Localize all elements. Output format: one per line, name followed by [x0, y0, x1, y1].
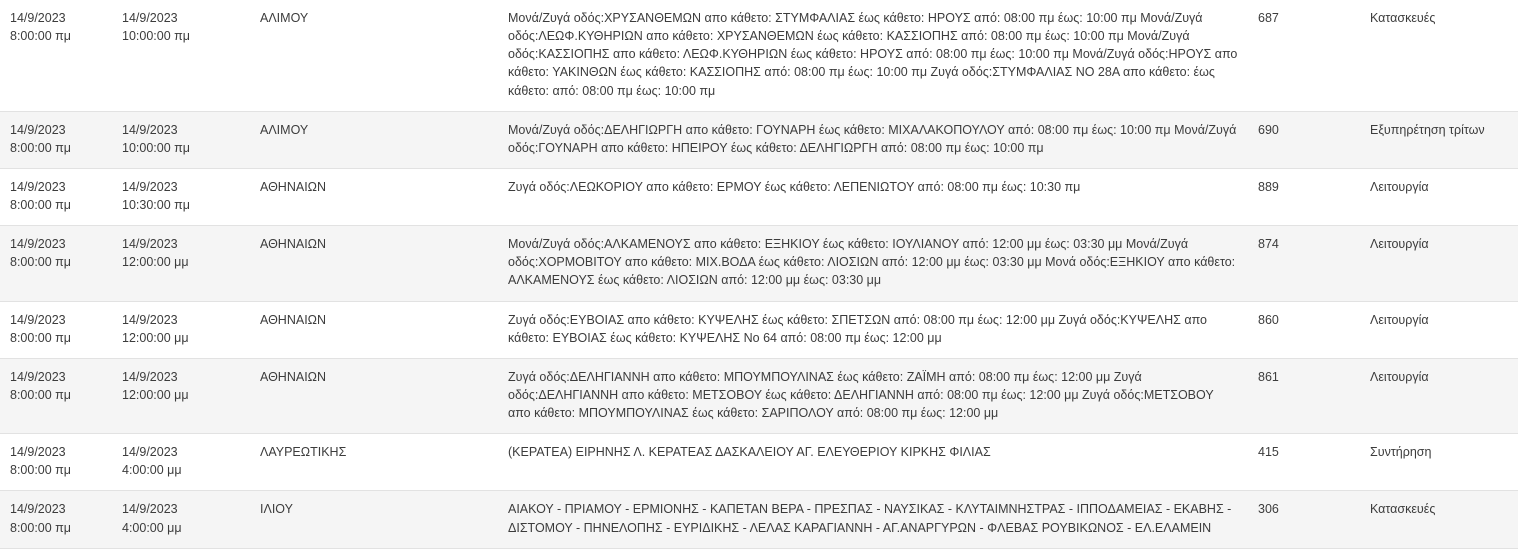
table-row — [0, 111, 1518, 168]
to-time: 10:30:00 πμ — [122, 198, 190, 212]
from-time: 8:00:00 πμ — [10, 140, 72, 155]
cell-area: ΑΛΙΜΟΥ — [260, 122, 309, 137]
cell-number: 415 — [1258, 445, 1279, 460]
from-date: 14/9/2023 — [10, 122, 66, 137]
cell-description: Ζυγά οδός:ΕΥΒΟΙΑΣ απο κάθετο: ΚΥΨΕΛΗΣ έως κάθετο: ΣΠΕΤΣΩΝ από: 08:00 πμ έως: 12:00 μμ Ζυγά οδός:ΚΥΨΕΛΗΣ απο κάθετο: ΕΥΒΟΙΑΣ έως κάθετο: ΚΥΨΕΛΗΣ Νο 64 από: 08:00 πμ έως: 12:00 μμ — [508, 312, 1207, 345]
cell-from-datetime — [0, 358, 112, 433]
cell-area: ΑΘΗΝΑΙΩΝ — [260, 179, 327, 194]
cell-number: 861 — [1258, 369, 1279, 384]
cell-from-datetime — [0, 226, 112, 301]
cell-to-datetime — [112, 111, 250, 168]
table-row — [0, 168, 1518, 225]
cell-from-datetime — [0, 434, 112, 491]
cell-description: (ΚΕΡΑΤΕΑ) ΕΙΡΗΝΗΣ Λ. ΚΕΡΑΤΕΑΣ ΔΑΣΚΑΛΕΙΟΥ ΑΓ. ΕΛΕΥΘΕΡΙΟΥ ΚΙΡΚΗΣ ΦΙΛΙΑΣ — [508, 445, 991, 460]
cell-reason: Εξυπηρέτηση τρίτων — [1370, 122, 1485, 137]
cell-area: ΑΘΗΝΑΙΩΝ — [260, 369, 327, 384]
cell-to-datetime — [112, 358, 250, 433]
to-date: 14/9/2023 — [122, 237, 178, 252]
from-date: 14/9/2023 — [10, 11, 66, 25]
cell-to-datetime — [112, 168, 250, 225]
to-date: 14/9/2023 — [122, 369, 178, 384]
to-date: 14/9/2023 — [122, 179, 178, 194]
cell-reason: Λειτουργία — [1370, 369, 1429, 384]
cell-from-datetime — [0, 491, 112, 548]
cell-reason: Λειτουργία — [1370, 179, 1429, 194]
cell-description: Μονά/Ζυγά οδός:ΧΡΥΣΑΝΘΕΜΩΝ απο κάθετο: ΣΤΥΜΦΑΛΙΑΣ έως κάθετο: ΗΡΟΥΣ από: 08:00 πμ έως: 10:00 πμ Μονά/Ζυγά οδός:ΛΕΩΦ.ΚΥΘΗΡΙΩΝ απο κάθετο: ΧΡΥΣΑΝΘΕΜΩΝ έως κάθετο: ΚΑΣΣΙΟΠΗΣ από: 08:00 πμ έως: 10:00 πμ Μονά/Ζυγά οδός:ΚΑΣΣΙΟΠΗΣ απο κάθετο: ΛΕΩΦ.ΚΥΘΗΡΙΩΝ έως κάθετο: ΗΡΟΥΣ από: 08:00 πμ έως: 10:00 πμ Μονά/Ζυγά οδός:ΗΡΟΥΣ απο κάθετο: ΥΑΚΙΝΘΩΝ έως κάθετο: ΚΑΣΣΙΟΠΗΣ από: 08:00 πμ έως: 10:00 πμ Ζυγά οδός:ΣΤΥΜΦΑΛΙΑΣ ΝΟ 28Α απο κάθετο: έως κάθετο: από: 08:00 πμ έως: 10:00 πμ — [508, 11, 1238, 98]
from-date: 14/9/2023 — [10, 237, 66, 252]
to-date: 14/9/2023 — [122, 122, 178, 137]
cell-area: ΙΛΙΟΥ — [260, 502, 293, 517]
table-row — [0, 301, 1518, 358]
cell-to-datetime — [112, 301, 250, 358]
from-date: 14/9/2023 — [10, 312, 66, 327]
to-date: 14/9/2023 — [122, 445, 178, 460]
cell-to-datetime — [112, 491, 250, 548]
table-row — [0, 358, 1518, 433]
cell-number: 860 — [1258, 312, 1279, 327]
from-date: 14/9/2023 — [10, 179, 66, 194]
from-date: 14/9/2023 — [10, 369, 66, 384]
to-time: 4:00:00 μμ — [122, 463, 182, 478]
to-date: 14/9/2023 — [122, 11, 178, 25]
from-time: 8:00:00 πμ — [10, 29, 72, 44]
to-time: 10:00:00 πμ — [122, 29, 190, 44]
cell-description: Ζυγά οδός:ΛΕΩΚΟΡΙΟΥ απο κάθετο: ΕΡΜΟΥ έως κάθετο: ΛΕΠΕΝΙΩΤΟΥ από: 08:00 πμ έως: 10:30 πμ — [508, 179, 1081, 194]
cell-description: ΑΙΑΚΟΥ - ΠΡΙΑΜΟΥ - ΕΡΜΙΟΝΗΣ - ΚΑΠΕΤΑΝ ΒΕΡΑ - ΠΡΕΣΠΑΣ - ΝΑΥΣΙΚΑΣ - ΚΛΥΤΑΙΜΝΗΣΤΡΑΣ - ΙΠΠΟΔΑΜΕΙΑΣ - ΕΚΑΒΗΣ - ΔΙΣΤΟΜΟΥ - ΠΗΝΕΛΟΠΗΣ - ΕΥΡΙΔΙΚΗΣ - ΛΕΛΑΣ ΚΑΡΑΓΙΑΝΝΗ - ΑΓ.ΑΝΑΡΓΥΡΩΝ - ΦΛΕΒΑΣ ΡΟΥΒΙΚΩΝΟΣ - ΕΛ.ΕΛΑΜΕΙΝ — [508, 502, 1232, 535]
cell-number: 874 — [1258, 237, 1279, 252]
to-date: 14/9/2023 — [122, 502, 178, 517]
cell-area: ΑΘΗΝΑΙΩΝ — [260, 237, 327, 252]
cell-reason: Κατασκευές — [1370, 502, 1436, 517]
cell-from-datetime — [0, 111, 112, 168]
cell-number: 690 — [1258, 122, 1279, 137]
table-row — [0, 434, 1518, 491]
cell-reason: Κατασκευές — [1370, 11, 1436, 25]
cell-area: ΛΑΥΡΕΩΤΙΚΗΣ — [260, 445, 347, 460]
cell-to-datetime — [112, 0, 250, 111]
cell-to-datetime — [112, 434, 250, 491]
to-time: 12:00:00 μμ — [122, 330, 189, 345]
to-time: 10:00:00 πμ — [122, 140, 190, 155]
cell-reason: Λειτουργία — [1370, 312, 1429, 327]
to-time: 12:00:00 μμ — [122, 387, 189, 402]
from-time: 8:00:00 πμ — [10, 330, 72, 345]
cell-description: Ζυγά οδός:ΔΕΛΗΓΙΑΝΝΗ απο κάθετο: ΜΠΟΥΜΠΟΥΛΙΝΑΣ έως κάθετο: ΖΑΪΜΗ από: 08:00 πμ έως: 12:00 μμ Ζυγά οδός:ΔΕΛΗΓΙΑΝΝΗ απο κάθετο: ΜΕΤΣΟΒΟΥ έως κάθετο: ΔΕΛΗΓΙΑΝΝΗ από: 08:00 πμ έως: 12:00 μμ Ζυγά οδός:ΜΕΤΣΟΒΟΥ απο κάθετο: ΜΠΟΥΜΠΟΥΛΙΝΑΣ έως κάθετο: ΣΑΡΙΠΟΛΟΥ από: 08:00 πμ έως: 12:00 μμ — [508, 369, 1214, 420]
table-row — [0, 491, 1518, 548]
cell-from-datetime — [0, 168, 112, 225]
table-row — [0, 0, 1518, 111]
from-time: 8:00:00 πμ — [10, 255, 72, 270]
cell-area: ΑΛΙΜΟΥ — [260, 11, 309, 25]
from-date: 14/9/2023 — [10, 502, 66, 517]
to-time: 4:00:00 μμ — [122, 520, 182, 535]
cell-from-datetime — [0, 301, 112, 358]
from-time: 8:00:00 πμ — [10, 387, 72, 402]
cell-to-datetime — [112, 226, 250, 301]
to-date: 14/9/2023 — [122, 312, 178, 327]
cell-area: ΑΘΗΝΑΙΩΝ — [260, 312, 327, 327]
cell-from-datetime — [0, 0, 112, 111]
cell-reason: Λειτουργία — [1370, 237, 1429, 252]
from-time: 8:00:00 πμ — [10, 520, 72, 535]
cell-number: 306 — [1258, 502, 1279, 517]
from-time: 8:00:00 πμ — [10, 463, 72, 478]
cell-number: 889 — [1258, 179, 1279, 194]
cell-reason: Συντήρηση — [1370, 445, 1432, 460]
from-time: 8:00:00 πμ — [10, 198, 72, 212]
cell-description: Μονά/Ζυγά οδός:ΔΕΛΗΓΙΩΡΓΗ απο κάθετο: ΓΟΥΝΑΡΗ έως κάθετο: ΜΙΧΑΛΑΚΟΠΟΥΛΟΥ από: 08:00 πμ έως: 10:00 πμ Μονά/Ζυγά οδός:ΓΟΥΝΑΡΗ απο κάθετο: ΗΠΕΙΡΟΥ έως κάθετο: ΔΕΛΗΓΙΩΡΓΗ από: 08:00 πμ έως: 10:00 πμ — [508, 122, 1237, 155]
cell-number: 687 — [1258, 11, 1279, 25]
from-date: 14/9/2023 — [10, 445, 66, 460]
table-row — [0, 226, 1518, 301]
cell-description: Μονά/Ζυγά οδός:ΑΛΚΑΜΕΝΟΥΣ απο κάθετο: ΕΞΗΚΙΟΥ έως κάθετο: ΙΟΥΛΙΑΝΟΥ από: 12:00 μμ έως: 03:30 μμ Μονά/Ζυγά οδός:ΧΟΡΜΟΒΙΤΟΥ απο κάθετο: ΜΙΧ.ΒΟΔΑ έως κάθετο: ΛΙΟΣΙΩΝ από: 12:00 μμ έως: 03:30 μμ Μονά οδός:ΕΞΗΚΙΟΥ απο κάθετο: ΑΛΚΑΜΕΝΟΥΣ έως κάθετο: ΛΙΟΣΙΩΝ από: 12:00 μμ έως: 03:30 μμ — [508, 237, 1236, 288]
to-time: 12:00:00 μμ — [122, 255, 189, 270]
